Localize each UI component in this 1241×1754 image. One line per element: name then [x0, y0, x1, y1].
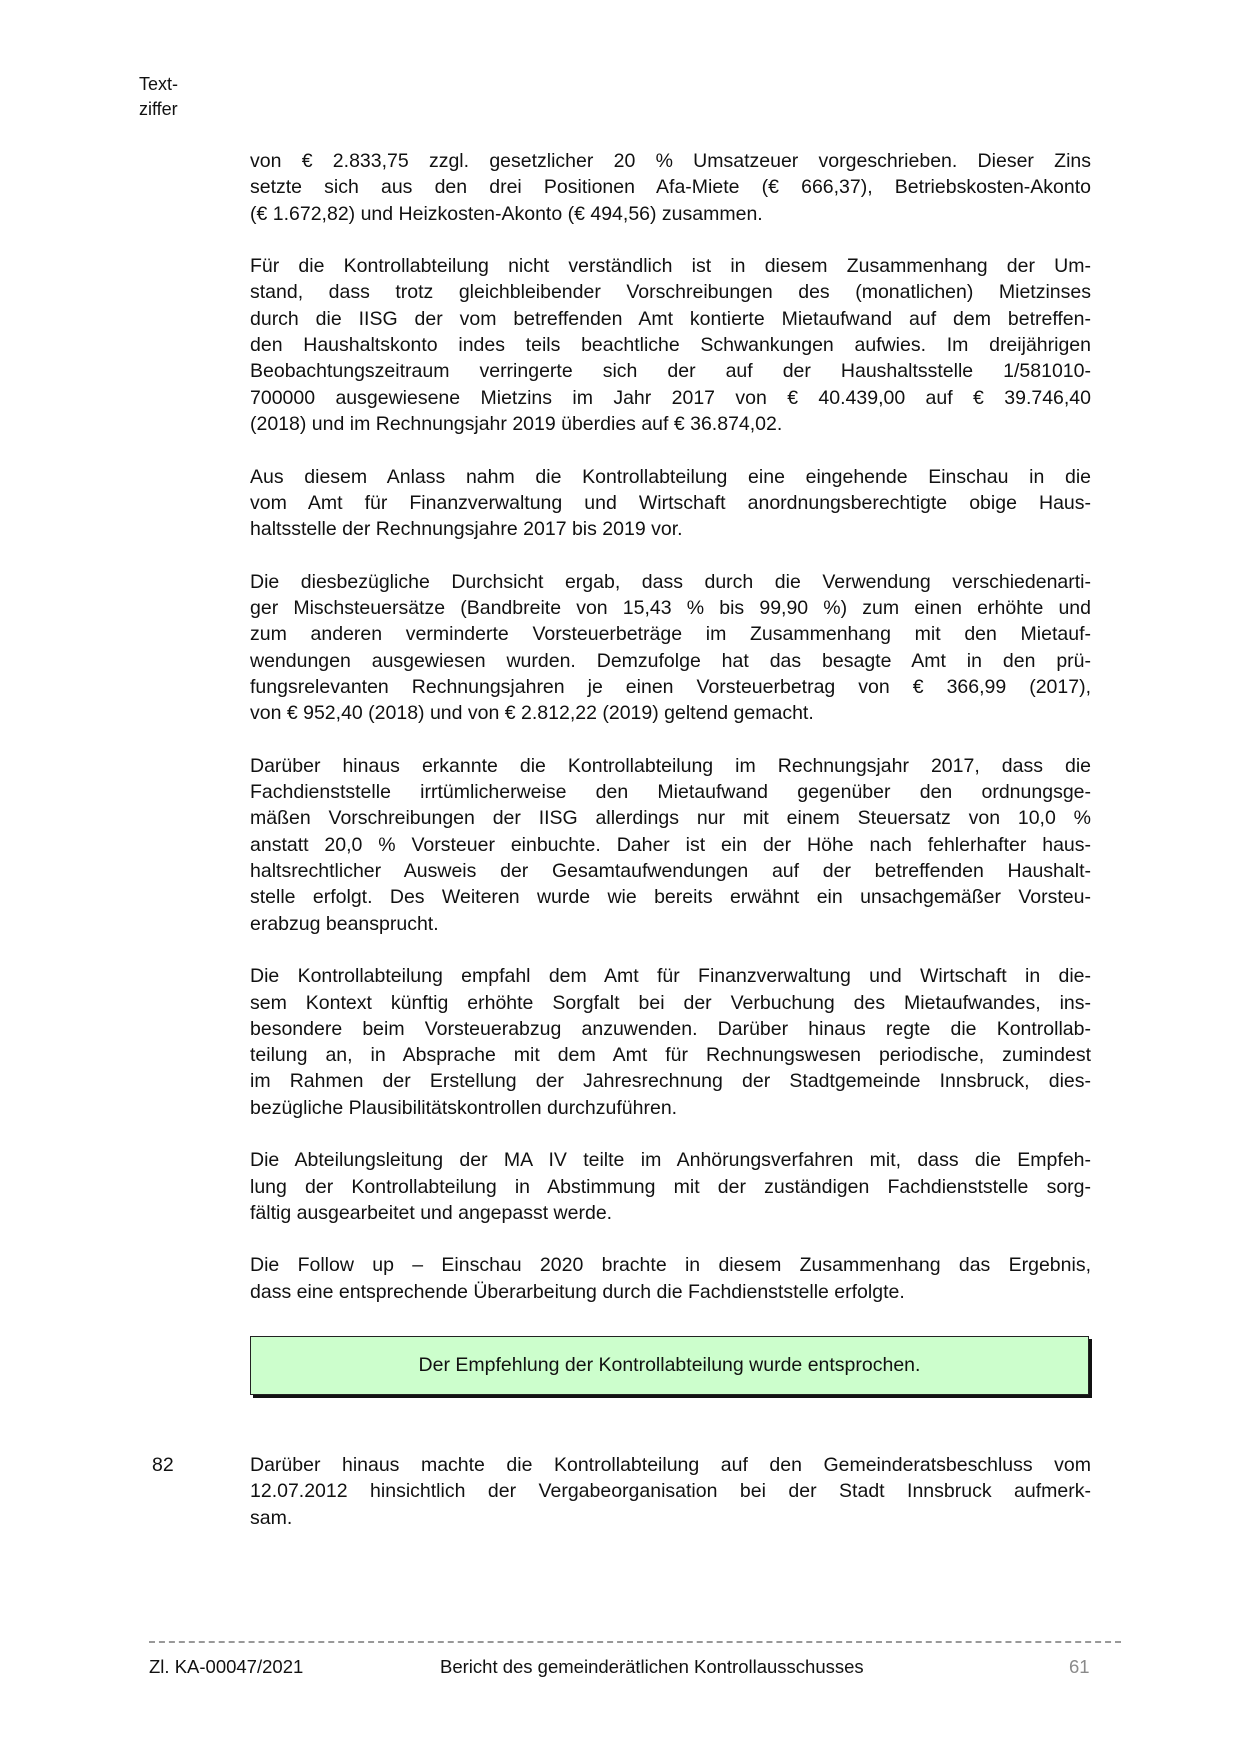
text-line: stand, dass trotz gleichbleibender Vorschreibungen des (monatlichen) Mietzinses	[250, 281, 1091, 304]
text-line: Fachdienststelle irrtümlicherweise den Mietaufwand gegenüber den ordnungsge-	[250, 781, 1091, 804]
text-line: zum anderen verminderte Vorsteuerbeträge im Zusammenhang mit den Mietauf-	[250, 623, 1091, 646]
footer-reference: Zl. KA-00047/2021	[149, 1656, 304, 1677]
text-line: teilung an, in Absprache mit dem Amt für Rechnungswesen periodische, zumindest	[250, 1044, 1091, 1067]
body-text	[250, 148, 1091, 1331]
text-line: Die diesbezügliche Durchsicht ergab, dass durch die Verwendung verschiedenarti-	[250, 570, 1091, 593]
paragraph	[250, 1147, 1091, 1226]
text-line: Beobachtungszeitraum verringerte sich der auf der Haushaltsstelle 1/581010-	[250, 360, 1091, 383]
text-line: im Rahmen der Erstellung der Jahresrechnung der Stadtgemeinde Innsbruck, dies-	[250, 1070, 1091, 1093]
text-line: von € 952,40 (2018) und von € 2.812,22 (2019) geltend gemacht.	[250, 702, 814, 725]
text-line: Die Abteilungsleitung der MA IV teilte im Anhörungsverfahren mit, dass die Empfeh-	[250, 1149, 1091, 1172]
text-line: bezügliche Plausibilitätskontrollen durchzuführen.	[250, 1096, 678, 1119]
text-line: Aus diesem Anlass nahm die Kontrollabteilung eine eingehende Einschau in die	[250, 465, 1091, 488]
text-line: haltsstelle der Rechnungsjahre 2017 bis 2019 vor.	[250, 518, 683, 541]
result-box-text: Der Empfehlung der Kontrollabteilung wurde entsprochen.	[418, 1354, 921, 1376]
text-line: Die Follow up – Einschau 2020 brachte in diesem Zusammenhang das Ergebnis,	[250, 1254, 1091, 1277]
paragraph	[250, 464, 1091, 543]
paragraph	[250, 148, 1091, 227]
paragraph	[250, 253, 1091, 437]
text-line: besondere beim Vorsteuerabzug anzuwenden. Darüber hinaus regte die Kontrollab-	[250, 1017, 1091, 1040]
text-line: vom Amt für Finanzverwaltung und Wirtschaft anordnungsberechtigte obige Haus-	[250, 491, 1091, 514]
text-line: (€ 1.672,82) und Heizkosten-Akonto (€ 494,56) zusammen.	[250, 202, 763, 225]
margin-label-line2: ziffer	[139, 99, 178, 119]
text-line: lung der Kontrollabteilung in Abstimmung mit der zuständigen Fachdienststelle sorg-	[250, 1175, 1091, 1198]
text-line: haltsrechtlicher Ausweis der Gesamtaufwendungen auf der betreffenden Haushalt-	[250, 860, 1091, 883]
text-line: von € 2.833,75 zzgl. gesetzlicher 20 % Umsatzeuer vorgeschrieben. Dieser Zins	[250, 150, 1091, 172]
section-number: 82	[152, 1454, 174, 1476]
result-box	[250, 1336, 1089, 1395]
text-line: setzte sich aus den drei Positionen Afa-Miete (€ 666,37), Betriebskosten-Akonto	[250, 176, 1091, 199]
text-line: erabzug beansprucht.	[250, 912, 439, 935]
paragraph	[250, 963, 1091, 1121]
text-line: dass eine entsprechende Überarbeitung durch die Fachdienststelle erfolgte.	[250, 1280, 905, 1303]
text-line: mäßen Vorschreibungen der IISG allerdings nur mit einem Steuersatz von 10,0 %	[250, 807, 1091, 830]
text-line: stelle erfolgt. Des Weiteren wurde wie bereits erwähnt ein unsachgemäßer Vorsteu-	[250, 886, 1091, 909]
text-line: sem Kontext künftig erhöhte Sorgfalt bei der Verbuchung des Mietaufwandes, ins-	[250, 991, 1091, 1014]
text-line: Für die Kontrollabteilung nicht verständlich ist in diesem Zusammenhang der Um-	[250, 255, 1091, 278]
text-line: anstatt 20,0 % Vorsteuer einbuchte. Daher ist ein der Höhe nach fehlerhafter haus-	[250, 833, 1091, 856]
text-line: durch die IISG der vom betreffenden Amt kontierte Mietaufwand auf dem betreffen-	[250, 307, 1091, 330]
text-line: sam.	[250, 1506, 293, 1529]
paragraph	[250, 753, 1091, 937]
paragraph	[250, 569, 1091, 727]
page-number: 61	[1069, 1656, 1090, 1677]
section-82-paragraph	[250, 1452, 1091, 1531]
text-line: (2018) und im Rechnungsjahr 2019 überdies auf € 36.874,02.	[250, 412, 783, 435]
margin-label-textziffer	[139, 72, 178, 122]
footer-divider	[149, 1641, 1121, 1643]
footer-title: Bericht des gemeinderätlichen Kontrollausschusses	[440, 1656, 864, 1677]
text-line: den Haushaltskonto indes teils beachtliche Schwankungen aufwies. Im dreijährigen	[250, 334, 1091, 357]
text-line: fältig ausgearbeitet und angepasst werde.	[250, 1201, 613, 1224]
text-line: 12.07.2012 hinsichtlich der Vergabeorganisation bei der Stadt Innsbruck aufmerk-	[250, 1480, 1091, 1503]
text-line: fungsrelevanten Rechnungsjahren je einen Vorsteuerbetrag von € 366,99 (2017),	[250, 675, 1091, 698]
text-line: Darüber hinaus machte die Kontrollabteilung auf den Gemeinderatsbeschluss vom	[250, 1454, 1091, 1476]
text-line: Die Kontrollabteilung empfahl dem Amt für Finanzverwaltung und Wirtschaft in die-	[250, 965, 1091, 988]
paragraph	[250, 1252, 1091, 1305]
text-line: wendungen ausgewiesen wurden. Demzufolge hat das besagte Amt in den prü-	[250, 649, 1091, 672]
text-line: 700000 ausgewiesene Mietzins im Jahr 2017 von € 40.439,00 auf € 39.746,40	[250, 386, 1091, 409]
margin-label-line1: Text-	[139, 74, 179, 94]
text-line: ger Mischsteuersätze (Bandbreite von 15,43 % bis 99,90 %) zum einen erhöhte und	[250, 597, 1091, 620]
text-line: Darüber hinaus erkannte die Kontrollabteilung im Rechnungsjahr 2017, dass die	[250, 754, 1091, 777]
